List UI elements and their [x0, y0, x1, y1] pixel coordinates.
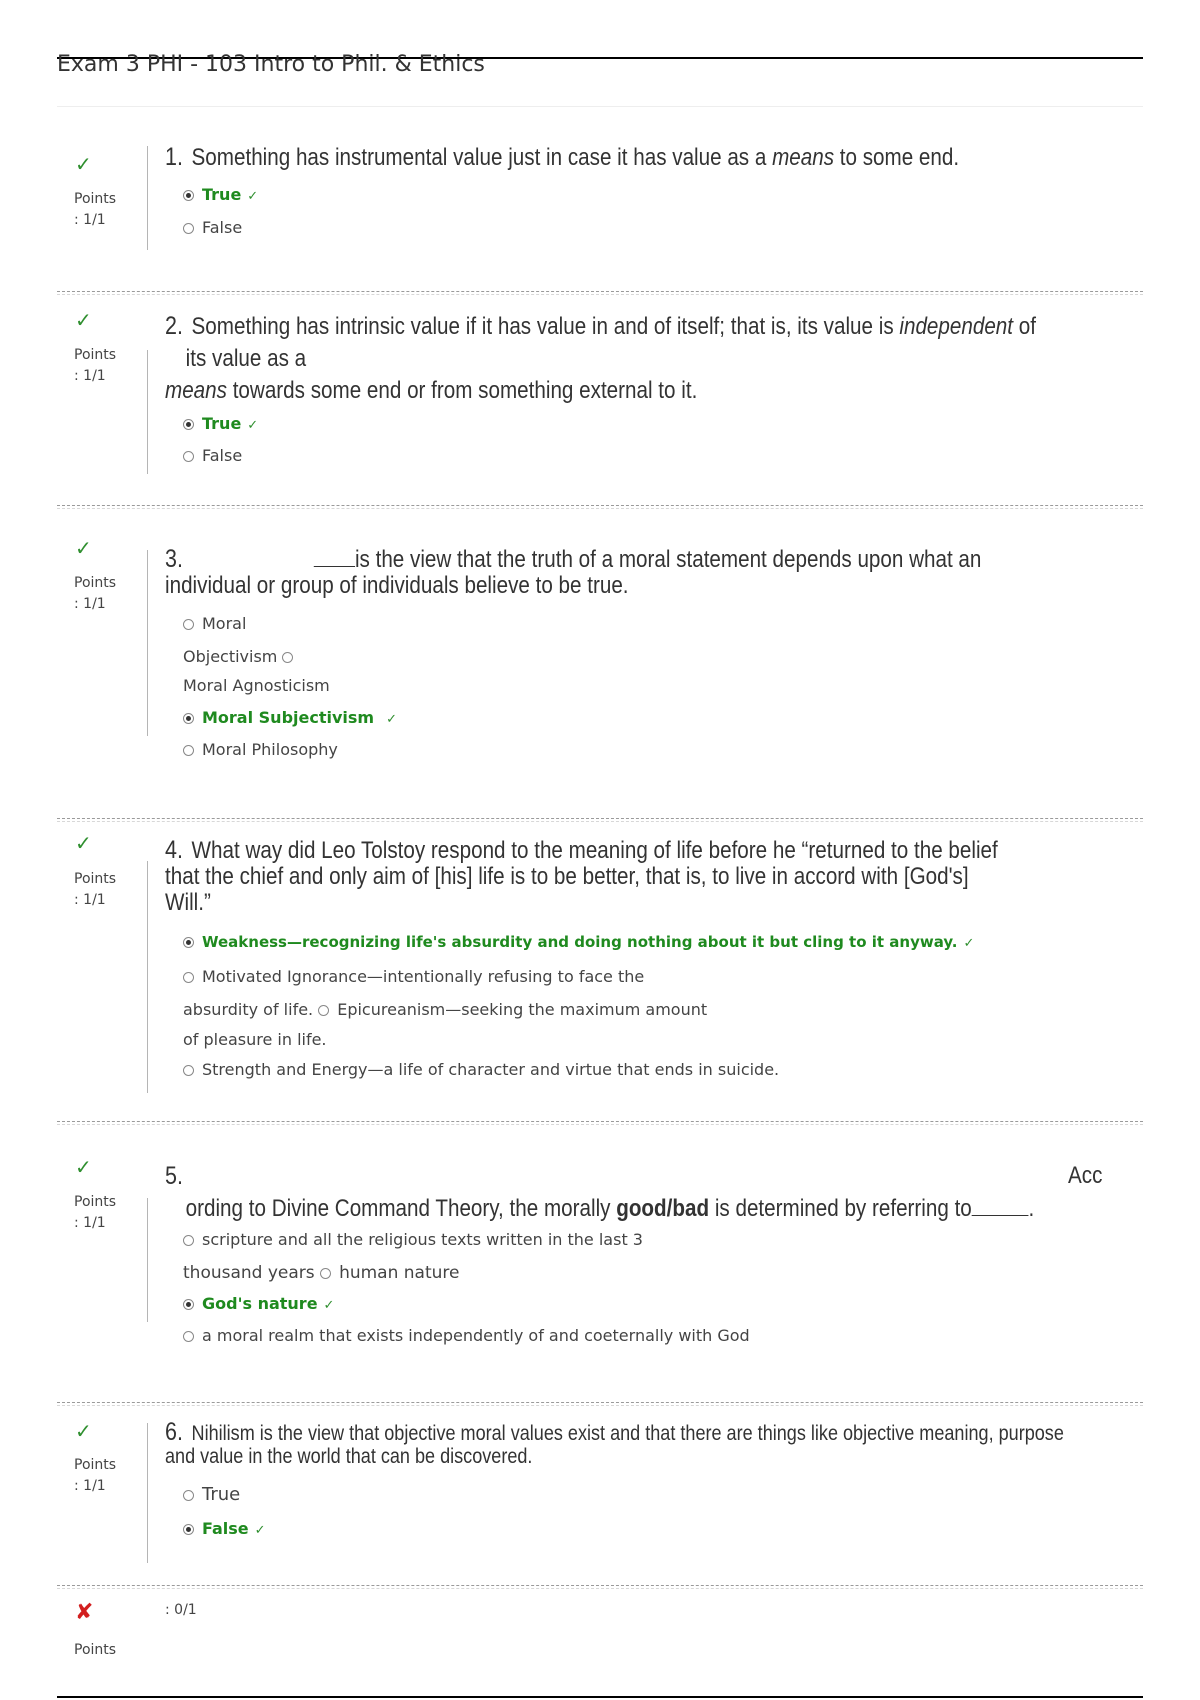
question-stem: 1. Something has instrumental value just in case it has value as a means to some end. — [165, 143, 960, 171]
question-7 — [57, 1590, 1143, 1690]
correct-tick-icon: ✓ — [323, 1298, 335, 1313]
radio-icon[interactable] — [183, 451, 194, 462]
answer-option[interactable]: Motivated Ignorance—intentionally refusing to face the — [183, 967, 644, 986]
radio-selected-icon[interactable] — [183, 937, 194, 948]
answer-option[interactable]: Objectivism — [183, 647, 301, 666]
radio-selected-icon[interactable] — [183, 713, 194, 724]
correct-check-icon: ✓ — [75, 1419, 92, 1443]
question-divider-line — [147, 861, 148, 1093]
radio-icon[interactable] — [183, 1235, 194, 1246]
answer-option[interactable]: True ✓ — [183, 414, 258, 433]
correct-tick-icon: ✓ — [386, 712, 397, 727]
correct-tick-icon: ✓ — [247, 189, 259, 204]
answer-option[interactable]: Moral — [183, 614, 246, 633]
points-label: Points : 1/1 — [74, 1194, 117, 1231]
correct-tick-icon: ✓ — [247, 418, 259, 433]
question-6 — [57, 1407, 1143, 1586]
points-label: Points : 1/1 — [74, 347, 117, 384]
question-divider-line — [147, 1198, 148, 1322]
bottom-rule — [57, 1696, 1143, 1698]
question-divider-line — [147, 350, 148, 474]
question-stem: 6. Nihilism is the view that objective moral values exist and that there are things like objective meaning, purpose and value in the world that can be discovered. — [165, 1418, 1064, 1468]
radio-icon[interactable] — [183, 1331, 194, 1342]
radio-selected-icon[interactable] — [183, 1524, 194, 1535]
radio-selected-icon[interactable] — [183, 419, 194, 430]
correct-check-icon: ✓ — [75, 308, 92, 332]
answer-option[interactable]: Moral Philosophy — [183, 740, 338, 759]
radio-icon[interactable] — [282, 652, 293, 663]
question-stem: 3. is the view that the truth of a moral statement depends upon what an individual or group of individuals believe to be true. — [165, 545, 982, 599]
question-2 — [57, 296, 1143, 506]
question-divider-line — [147, 146, 148, 250]
points-score: : 0/1 — [165, 1602, 197, 1618]
radio-icon[interactable] — [183, 972, 194, 983]
page-title: Exam 3 PHI - 103 Intro to Phil. & Ethics — [57, 52, 485, 77]
answer-option[interactable]: True — [183, 1484, 240, 1505]
radio-icon[interactable] — [183, 1065, 194, 1076]
answer-option[interactable]: thousand years human nature — [183, 1263, 460, 1283]
question-divider-line — [147, 1423, 148, 1563]
answer-option[interactable]: God's nature ✓ — [183, 1294, 334, 1313]
question-divider-line — [147, 550, 148, 736]
radio-icon[interactable] — [183, 223, 194, 234]
correct-check-icon: ✓ — [75, 831, 92, 855]
question-3 — [57, 510, 1143, 819]
answer-option[interactable]: True ✓ — [183, 185, 258, 204]
answer-option[interactable]: False — [183, 218, 242, 237]
radio-icon[interactable] — [183, 745, 194, 756]
correct-tick-icon: ✓ — [254, 1523, 266, 1538]
correct-check-icon: ✓ — [75, 152, 92, 176]
radio-selected-icon[interactable] — [183, 1299, 194, 1310]
points-label: Points — [74, 1642, 117, 1658]
answer-option[interactable]: scripture and all the religious texts written in the last 3 — [183, 1230, 643, 1249]
correct-check-icon: ✓ — [75, 536, 92, 560]
points-label: Points : 1/1 — [74, 191, 117, 228]
fill-in-blank — [972, 1215, 1029, 1216]
radio-icon[interactable] — [183, 619, 194, 630]
points-label: Points : 1/1 — [74, 575, 117, 612]
incorrect-cross-icon: ✘ — [75, 1600, 94, 1625]
radio-icon[interactable] — [320, 1268, 331, 1279]
answer-option[interactable]: absurdity of life. Epicureanism—seeking the maximum amount — [183, 1000, 708, 1019]
radio-icon[interactable] — [318, 1005, 329, 1016]
question-stem: 2. Something has intrinsic value if it has value in and of itself; that is, its value is independent of its value as a means towards some end or from something external to it. — [165, 312, 1036, 404]
radio-icon[interactable] — [183, 1490, 194, 1501]
question-1 — [57, 130, 1143, 292]
answer-option[interactable]: Strength and Energy—a life of character and virtue that ends in suicide. — [183, 1060, 779, 1079]
question-4 — [57, 823, 1143, 1122]
points-label: Points : 1/1 — [74, 871, 117, 908]
header-divider — [57, 106, 1143, 107]
points-label: Points : 1/1 — [74, 1457, 117, 1494]
correct-tick-icon: ✓ — [963, 936, 975, 951]
correct-check-icon: ✓ — [75, 1155, 92, 1179]
answer-option-label: Moral Agnosticism — [183, 676, 330, 695]
answer-option[interactable]: Weakness—recognizing life's absurdity and doing nothing about it but cling to it anyway. ✓ — [183, 933, 974, 951]
radio-selected-icon[interactable] — [183, 190, 194, 201]
question-stem: 4. What way did Leo Tolstoy respond to the meaning of life before he “returned to the belief that the chief and only aim of [his] life is to be better, that is, to live in accord with [God's] Will.” — [165, 836, 998, 916]
answer-option-label: of pleasure in life. — [183, 1030, 327, 1049]
answer-option[interactable]: Moral Subjectivism ✓ — [183, 708, 397, 727]
answer-option[interactable]: False — [183, 446, 242, 465]
fill-in-blank — [314, 566, 355, 567]
answer-option[interactable]: False ✓ — [183, 1519, 266, 1538]
question-stem: 5. Acc ording to Divine Command Theory, the morally good/bad is determined by referring to . — [165, 1162, 1103, 1222]
answer-option[interactable]: a moral realm that exists independently of and coeternally with God — [183, 1326, 750, 1345]
question-5 — [57, 1126, 1143, 1403]
